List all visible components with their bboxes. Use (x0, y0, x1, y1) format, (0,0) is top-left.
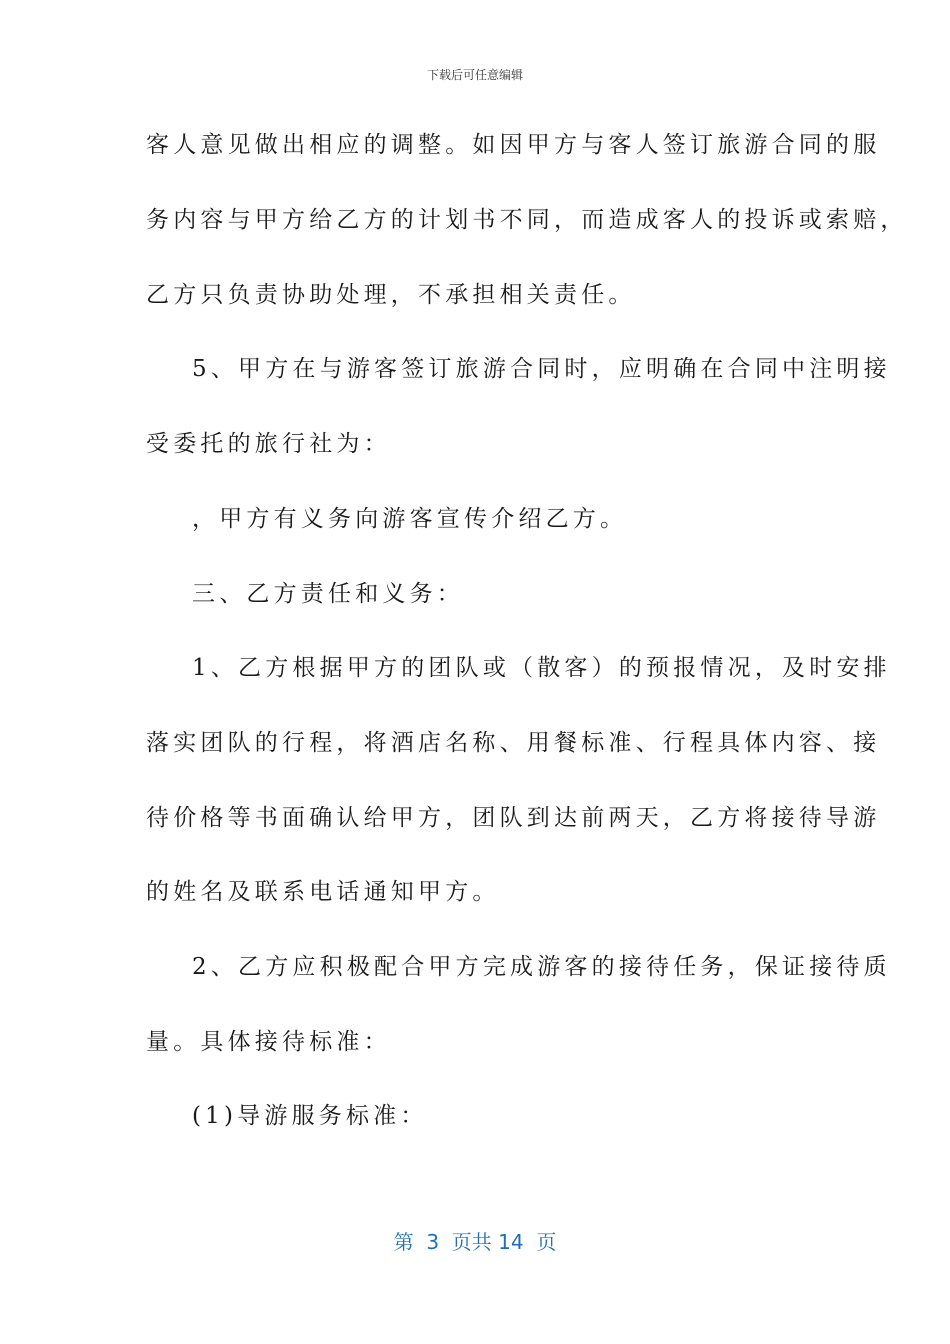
paragraph-line: ，甲方有义务向游客宣传介绍乙方。 (192, 506, 628, 532)
page-number-footer: 第 3 页共 14 页 (393, 1230, 557, 1254)
paragraph-line: 2、乙方应积极配合甲方完成游客的接待任务，保证接待质 (192, 954, 891, 980)
section-heading: 三、乙方责任和义务： (192, 581, 464, 607)
paragraph-line: 量。具体接待标准： (146, 1029, 391, 1055)
paragraph-line: 待价格等书面确认给甲方，团队到达前两天，乙方将接待导游 (146, 805, 881, 831)
paragraph-line: 1、乙方根据甲方的团队或（散客）的预报情况，及时安排 (192, 655, 891, 681)
paragraph-line: 务内容与甲方给乙方的计划书不同，而造成客人的投诉或索赔， (146, 207, 908, 233)
paragraph-line: 客人意见做出相应的调整。如因甲方与客人签订旅游合同的服 (146, 132, 881, 158)
paragraph-line: 乙方只负责协助处理，不承担相关责任。 (146, 282, 636, 308)
paragraph-line: 受委托的旅行社为： (146, 431, 391, 457)
paragraph-line: 的姓名及联系电话通知甲方。 (146, 879, 500, 905)
page-header-note: 下载后可任意编辑 (426, 68, 523, 82)
paragraph-line: 落实团队的行程，将酒店名称、用餐标准、行程具体内容、接 (146, 730, 881, 756)
paragraph-line: 5、甲方在与游客签订旅游合同时，应明确在合同中注明接 (192, 356, 891, 382)
paragraph-line: (1)导游服务标准： (192, 1103, 428, 1129)
